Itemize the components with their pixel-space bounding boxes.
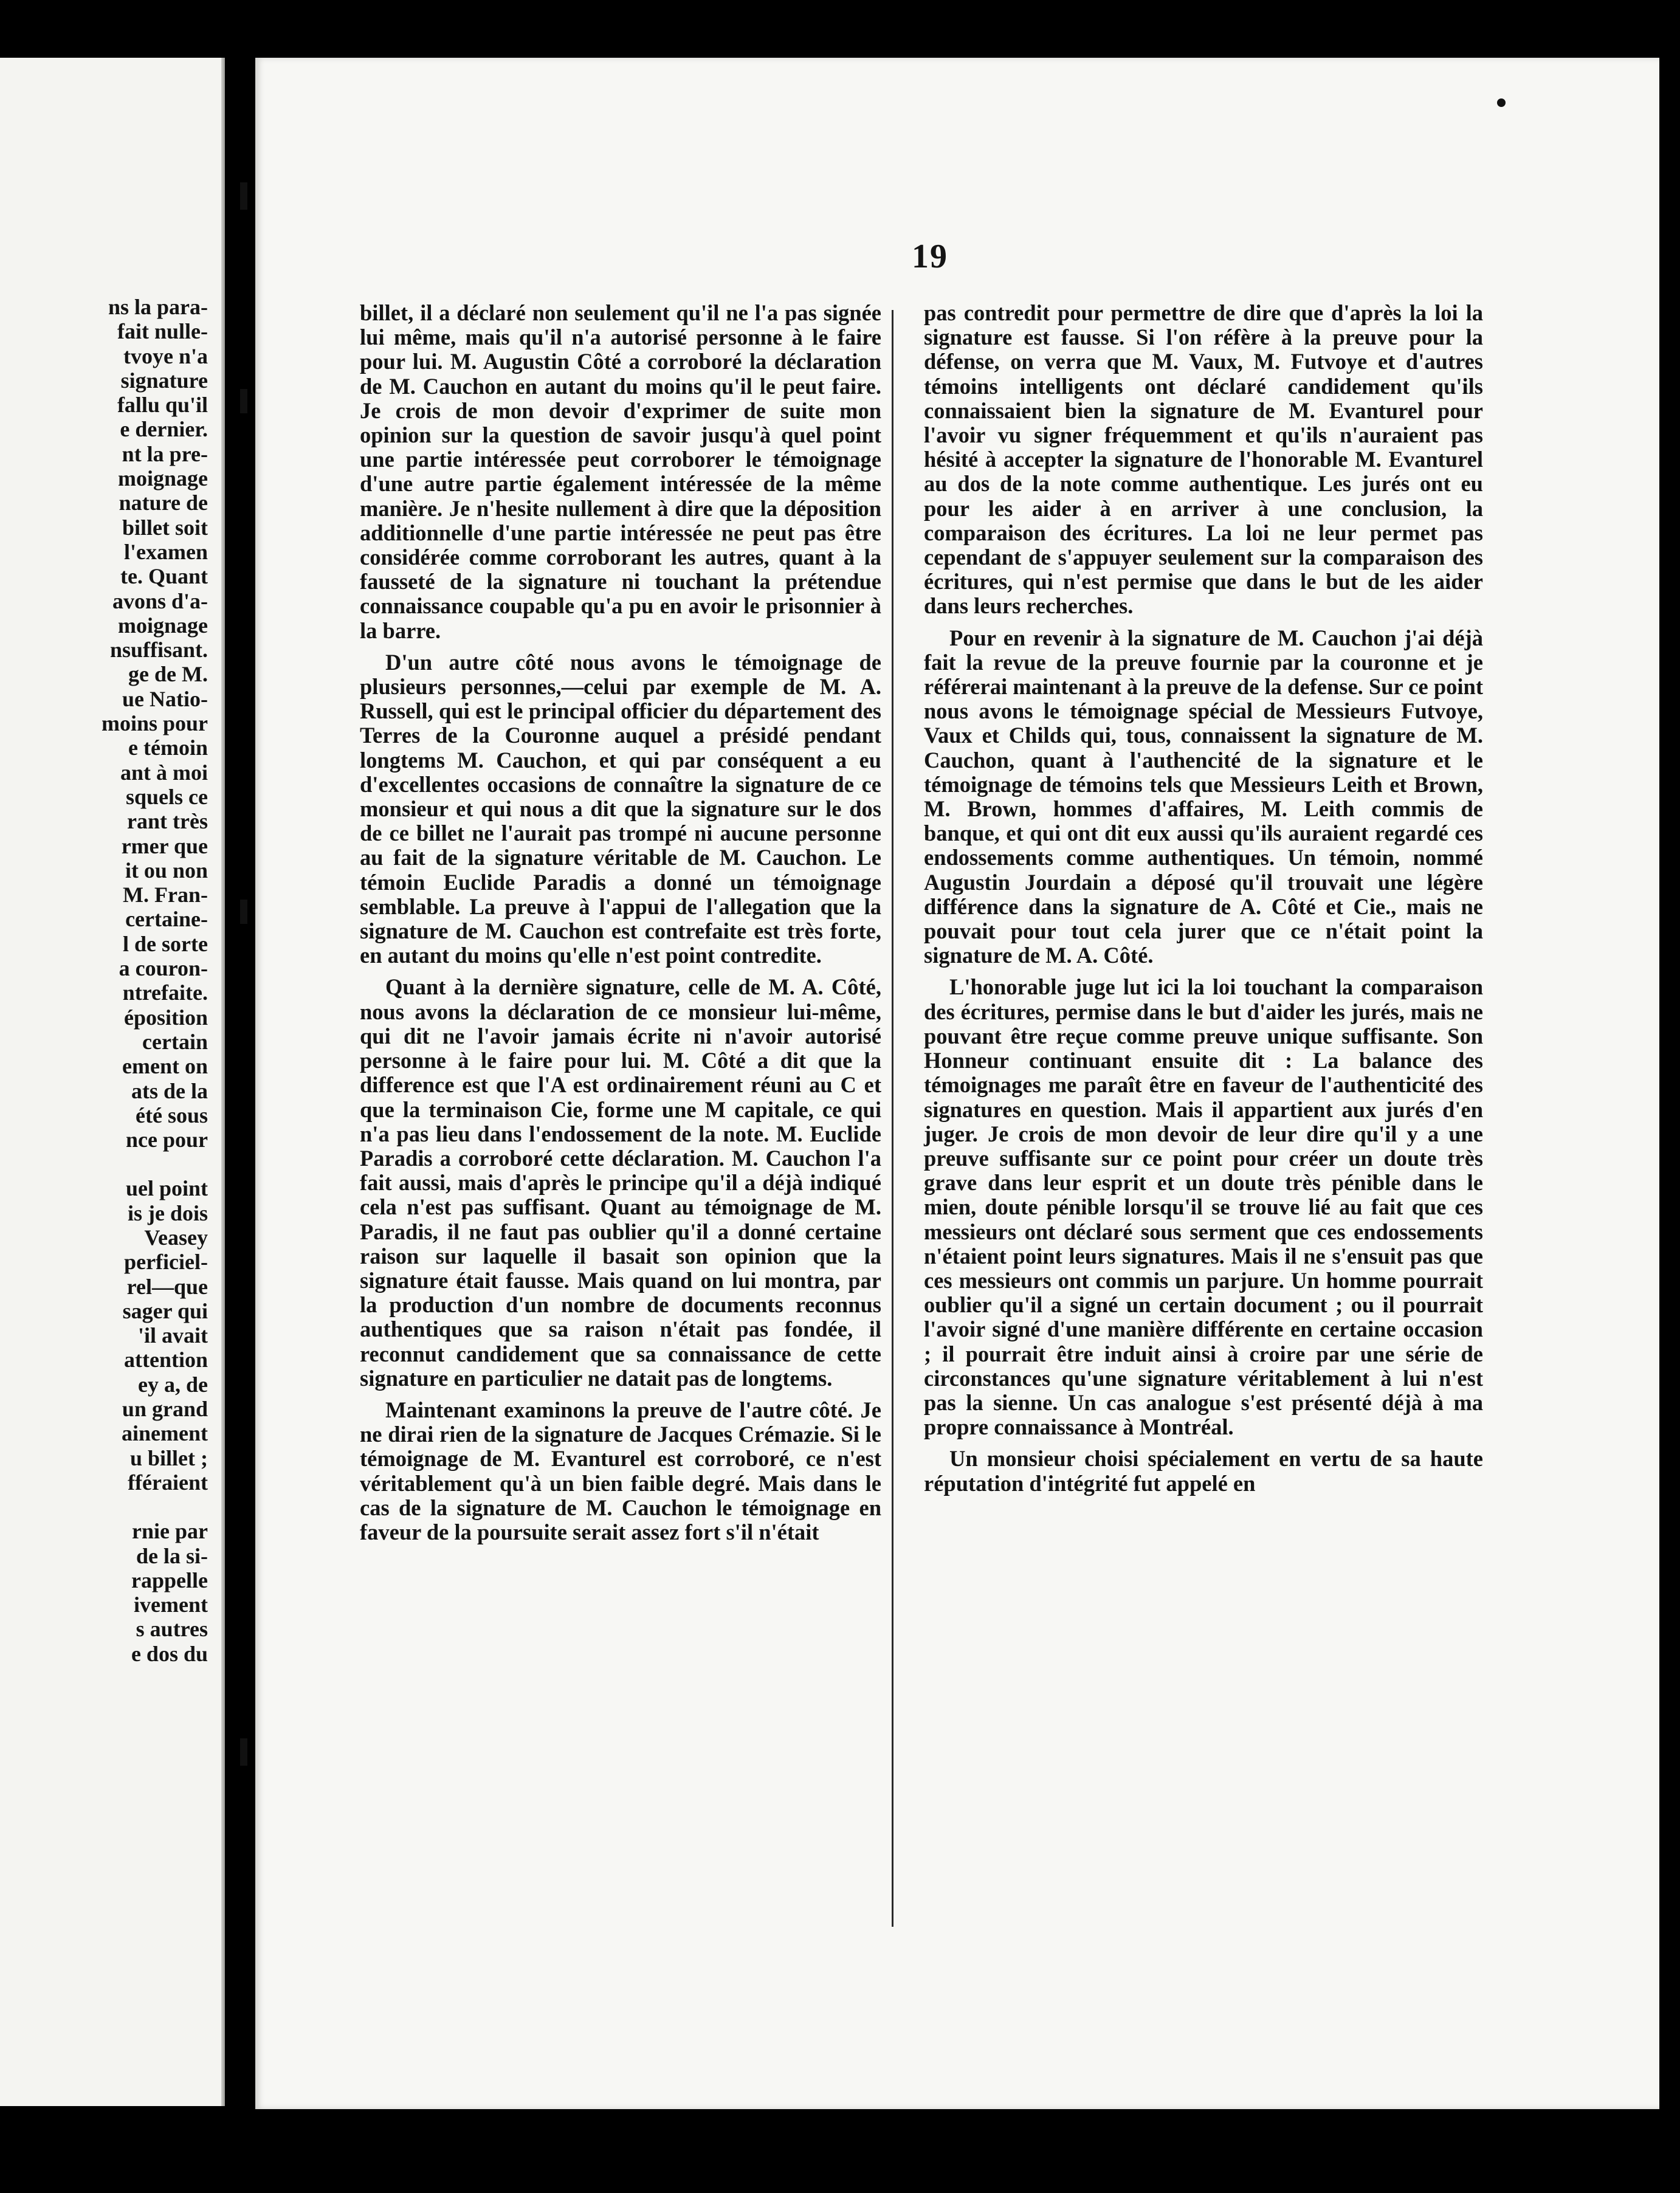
text-line: u billet ; xyxy=(129,1445,208,1470)
text-line: Veasey xyxy=(144,1225,208,1250)
left-column xyxy=(360,301,881,1552)
text-line: certain xyxy=(142,1029,208,1054)
text-line: ivement xyxy=(134,1592,208,1617)
text-line: is je dois xyxy=(127,1200,208,1225)
page-mark xyxy=(1497,98,1506,107)
text-line: l'examen xyxy=(124,539,208,564)
previous-page-text xyxy=(0,295,208,1666)
binding-stitch xyxy=(240,389,247,413)
paragraph: L'honorable juge lut ici la loi touchant la comparaison des écritures, permise dans le but d'aider les jurés, mais ne pouvant être reçue comme preuve unique suffisante. Son Honneur continuant ensuite dit : La balance des témoignages me paraît être en faveur de l'authenticité des signatures en question. Mais il appartient aux jurés d'en juger. Je crois de mon devoir de leur dire qu'il y a une preuve suffisante sur ce point pour créer un doute très grave dans leur esprit et un doute très pénible dans le mien, doute pénible lorsqu'il se trouve lié au fait que ces messieurs ont déclaré sous serment que ces endossements n'étaient point leurs signatures. Mais il ne s'ensuit pas que ces messieurs ont commis un parjure. Un homme pourrait oublier qu'il a signé un certain document ; ou il pourrait l'avoir signé d'une manière différente en certaine occasion ; il pourrait être induit ainsi à croire par une série de circonstances qu'une signature véritablement à lui n'est pas la sienne. Un cas analogue s'est présenté déjà à ma propre connaissance à Montréal. xyxy=(924,974,1483,1440)
text-line: été sous xyxy=(136,1103,208,1127)
text-line: attention xyxy=(124,1348,208,1372)
text-line: nature de xyxy=(119,491,208,515)
text-line: ey a, de xyxy=(138,1372,208,1397)
text-line: moignage xyxy=(118,466,208,491)
paragraph: Pour en revenir à la signature de M. Cauchon j'ai déjà fait la revue de la preuve fournie par la couronne et je référerai maintenant à la preuve de la defense. Sur ce point nous avons le témoignage spécial de Messieurs Futvoye, Vaux et Childs qui, tous, connaissent la signature de M. Cauchon, quant à l'authencité de la signature et le témoignage de témoins tels que Messieurs Leith et Brown, M. Brown, hommes d'affaires, M. Leith commis de banque, et qui ont dit eux aussi qu'ils auraient regardé ces endossements comme authentiques. Un témoin, nommé Augustin Jourdain a déposé qu'il trouvait une légère différence dans la signature de A. Côté et Cie., mais ne pouvait pour tout cela jurer que ce n'était point la signature de M. A. Côté. xyxy=(924,625,1483,968)
text-line: e témoin xyxy=(128,735,208,760)
text-line: rappelle xyxy=(131,1568,208,1592)
text-line: ainement xyxy=(122,1421,208,1446)
line-gap xyxy=(0,1152,208,1176)
text-line: avons d'a- xyxy=(112,588,208,613)
text-line: e dos du xyxy=(131,1641,208,1666)
text-line: ntrefaite. xyxy=(122,980,208,1005)
paragraph: Quant à la dernière signature, celle de M. A. Côté, nous avons la déclaration de ce monsieur lui-même, qui dit ne l'avoir jamais écrite ni n'avoir autorisé personne à le faire pour lui. M. Côté a dit que la difference est que l'A est ordinairement réuni au C et que la terminaison Cie, forme une M capitale, ce qui n'a pas lieu dans l'endossement de la note. M. Euclide Paradis a corroboré cette déclaration. M. Cauchon l'a fait aussi, mais d'après le principe qu'il a déjà indiqué cela n'est pas suffisant. Quant au témoignage de M. Paradis, il ne faut pas oublier qu'il a donné certaine raison sur laquelle il basait son opinion que la signature était fausse. Mais quand on lui montra, par la production d'un nombre de documents reconnus authentiques que sa raison n'était pas fondée, il reconnut candidement que sa connaissance de cette signature en particulier ne datait pas de longtems. xyxy=(360,974,881,1391)
page-edge xyxy=(221,58,225,2106)
paragraph: D'un autre côté nous avons le témoignage de plusieurs personnes,—celui par exemple de M. A. Russell, qui est le principal officier du département des Terres de la Couronne auquel a présidé pendant longtems M. Cauchon, et qui par conséquent a eu d'excellentes occasions de connaître la signature de ce monsieur et qui nous a dit que la signature sur le dos de ce billet ne l'aurait pas trompé ni aucune personne au fait de la signature véritable de M. Cauchon. Le témoin Euclide Paradis a donné un témoignage semblable. La preuve à l'appui de l'allegation que la signature de M. Cauchon est contrefaite est très forte, en autant du moins qu'elle n'est point contredite. xyxy=(360,649,881,968)
binding-stitch xyxy=(240,1738,247,1766)
paragraph: Maintenant examinons la preuve de l'autre côté. Je ne dirai rien de la signature de Jacques Crémazie. Si le témoignage de M. Evanturel est corroboré, ce n'est véritablement qu'à un bien faible degré. Mais dans le cas de la signature de M. Cauchon le témoignage en faveur de la poursuite serait assez fort s'il n'était xyxy=(360,1397,881,1544)
text-line: ge de M. xyxy=(128,662,208,687)
paragraph: billet, il a déclaré non seulement qu'il ne l'a pas signée lui même, mais qu'il n'a autorisé personne à le faire pour lui. M. Augustin Côté a corroboré la déclaration de M. Cauchon en autant du moins qu'il le peut faire. Je crois de mon devoir d'exprimer de suite mon opinion sur la question de savoir jusqu'à quel point une partie intéressée peut corroborer le témoignage d'une autre partie également intéressée de la même manière. Je n'hesite nullement à dire que la déposition additionnelle d'une partie intéressée ne peut pas être considérée comme corroborant les autres, quant à la fausseté de la signature ni touchant la prétendue connaissance coupable qu'a pu en avoir le prisonnier à la barre. xyxy=(360,300,881,643)
text-line: perficiel- xyxy=(124,1250,208,1275)
text-line: nsuffisant. xyxy=(109,638,208,663)
text-line: rmer que xyxy=(121,833,208,858)
text-line: rant très xyxy=(127,809,208,834)
text-line: billet soit xyxy=(122,515,208,540)
text-line: e dernier. xyxy=(120,417,208,442)
text-line: signature xyxy=(120,368,208,393)
page-number: 19 xyxy=(912,238,948,275)
text-line: de la si- xyxy=(136,1543,208,1568)
line-gap xyxy=(0,1495,208,1519)
text-line: ns la para- xyxy=(108,295,208,319)
column-divider xyxy=(892,310,893,1927)
text-line: ats de la xyxy=(131,1078,208,1103)
text-line: te. Quant xyxy=(120,564,208,589)
binding-stitch xyxy=(240,900,247,924)
text-line: fallu qu'il xyxy=(117,393,208,418)
text-line: tvoye n'a xyxy=(123,343,208,368)
text-line: ement on xyxy=(122,1054,208,1079)
text-line: s autres xyxy=(136,1617,208,1642)
text-line: it ou non xyxy=(125,858,208,883)
paragraph: pas contredit pour permettre de dire que d'après la loi la signature est fausse. Si l'on réfère à la preuve pour la défense, on verra que M. Vaux, M. Futvoye et d'autres témoins intelligents ont déclaré candidement qu'ils connaissaient bien la signature de M. Evanturel pour l'avoir vu signer fréquemment et qu'ils n'auraient pas hésité à accepter la signature de l'honorable M. Evanturel au dos de la note comme authentique. Les jurés ont eu pour les aider à en arriver à une conclusion, la comparaison des écritures. La loi ne leur permet pas cependant de s'appuyer seulement sur la comparaison des écritures, qui n'est permise que dans le but de les aider dans leurs recherches. xyxy=(924,300,1483,619)
text-line: moins pour xyxy=(101,711,208,736)
text-line: nt la pre- xyxy=(122,441,208,466)
text-line: 'il avait xyxy=(138,1323,208,1348)
text-line: éposition xyxy=(123,1005,208,1030)
text-line: ant à moi xyxy=(120,760,208,785)
text-line: rel—que xyxy=(126,1274,208,1299)
text-line: moignage xyxy=(118,613,208,638)
text-line: rnie par xyxy=(132,1519,208,1544)
text-line: certaine- xyxy=(125,907,208,932)
binding-stitch xyxy=(240,182,247,210)
text-line: squels ce xyxy=(126,784,208,809)
previous-page xyxy=(0,58,225,2106)
text-line: fait nulle- xyxy=(117,319,208,344)
text-line: fféraient xyxy=(128,1470,208,1495)
text-line: uel point xyxy=(125,1176,208,1201)
text-line: nce pour xyxy=(126,1127,208,1152)
text-line: l de sorte xyxy=(123,931,208,956)
right-column xyxy=(924,301,1483,1503)
text-line: M. Fran- xyxy=(123,883,208,907)
paragraph: Un monsieur choisi spécialement en vertu de sa haute réputation d'intégrité fut appelé en xyxy=(924,1446,1483,1496)
text-line: un grand xyxy=(122,1397,208,1422)
text-line: sager qui xyxy=(122,1298,208,1323)
text-line: a couron- xyxy=(119,956,208,981)
text-line: ue Natio- xyxy=(122,686,208,711)
